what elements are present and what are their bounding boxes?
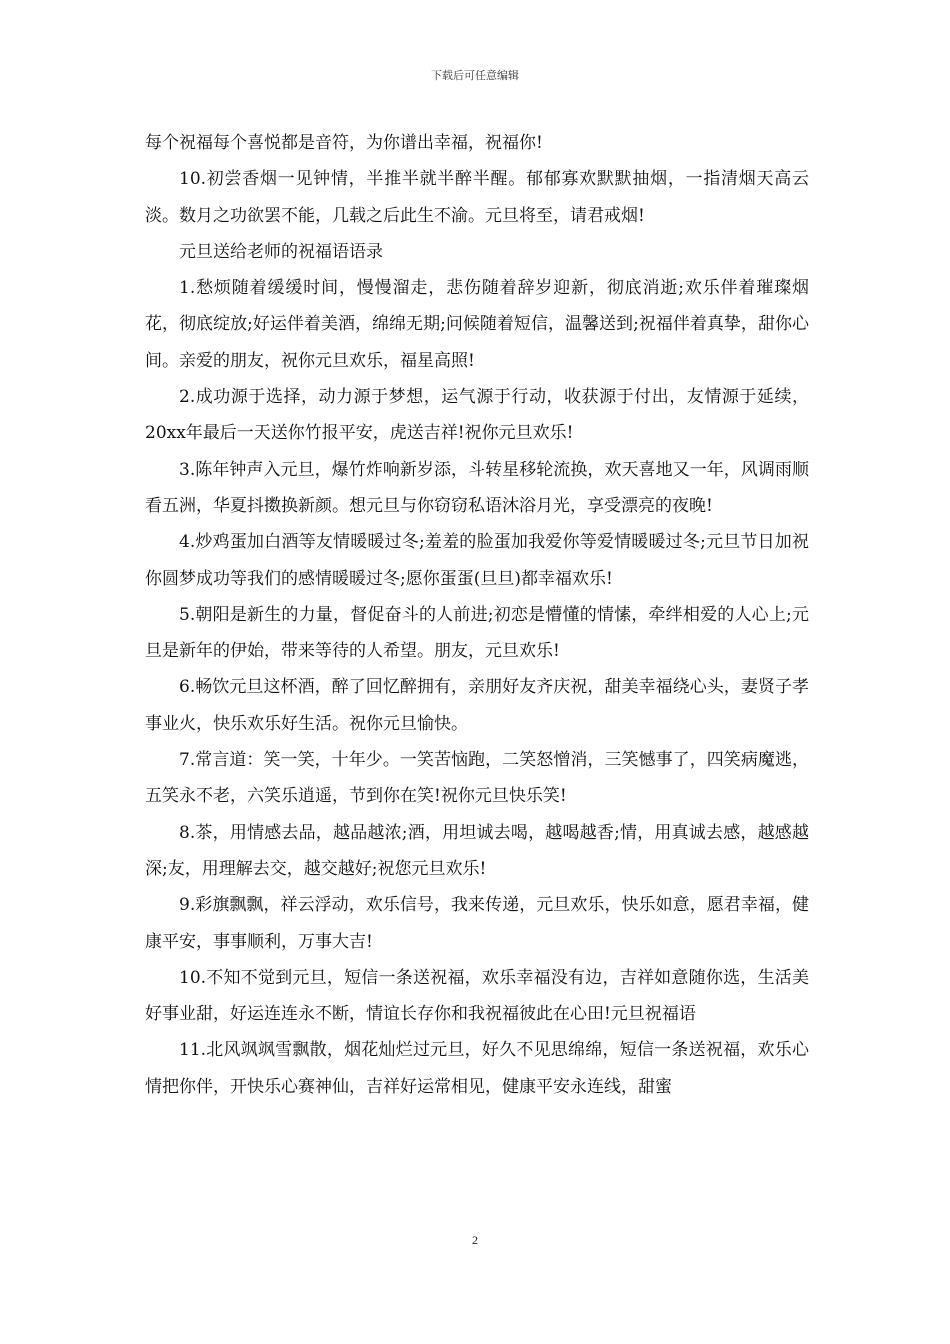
paragraph: 10.不知不觉到元旦，短信一条送祝福，欢乐幸福没有边，吉祥如意随你选，生活美好事业甜，好运连连永不断，情谊长存你和我祝福彼此在心田!元旦祝福语: [145, 967, 809, 1025]
paragraph: 4.炒鸡蛋加白酒等友情暖暖过冬;羞羞的脸蛋加我爱你等爱情暖暖过冬;元旦节日加祝你圆梦成功等我们的感情暖暖过冬;愿你蛋蛋(旦旦)都幸福欢乐!: [145, 532, 809, 589]
paragraph: 每个祝福每个喜悦都是音符，为你谱出幸福，祝福你!: [145, 133, 543, 153]
page-number: 2: [472, 1233, 478, 1247]
paragraph: 6.畅饮元旦这杯酒，醉了回忆醉拥有，亲朋好友齐庆祝，甜美幸福绕心头，妻贤子孝事业火，快乐欢乐好生活。祝你元旦愉快。: [145, 677, 809, 734]
page-header: 下载后可任意编辑: [431, 69, 519, 82]
paragraph: 3.陈年钟声入元旦，爆竹炸响新岁添，斗转星移轮流换，欢天喜地又一年，风调雨顺看五洲，华夏抖擞换新颜。想元旦与你窃窃私语沐浴月光，享受漂亮的夜晚!: [145, 459, 809, 516]
paragraph: 2.成功源于选择，动力源于梦想，运气源于行动，收获源于付出，友情源于延续，20xx年最后一天送你竹报平安，虎送吉祥!祝你元旦欢乐!: [145, 387, 809, 444]
paragraph: 8.茶，用情感去品，越品越浓;酒，用坦诚去喝，越喝越香;情，用真诚去感，越感越深;友，用理解去交，越交越好;祝您元旦欢乐!: [145, 822, 809, 879]
paragraph: 10.初尝香烟一见钟情，半推半就半醉半醒。郁郁寡欢默默抽烟，一指清烟天高云淡。数月之功欲罢不能，几载之后此生不渝。元旦将至，请君戒烟!: [145, 169, 809, 226]
document-body: [145, 125, 809, 1105]
paragraph: 9.彩旗飘飘，祥云浮动，欢乐信号，我来传递，元旦欢乐，快乐如意，愿君幸福，健康平安，事事顺利，万事大吉!: [145, 895, 809, 952]
paragraph: 11.北风飒飒雪飘散，烟花灿烂过元旦，好久不见思绵绵，短信一条送祝福，欢乐心情把你伴，开快乐心赛神仙，吉祥好运常相见，健康平安永连线，甜蜜: [145, 1040, 809, 1097]
section-heading: 元旦送给老师的祝福语语录: [179, 241, 383, 262]
paragraph: 7.常言道：笑一笑，十年少。一笑苦恼跑，二笑怒憎消，三笑憾事了，四笑病魔逃，五笑永不老，六笑乐逍遥，节到你在笑!祝你元旦快乐笑!: [145, 750, 809, 807]
paragraph: 5.朝阳是新生的力量，督促奋斗的人前进;初恋是懵懂的情愫，牵绊相爱的人心上;元旦是新年的伊始，带来等待的人希望。朋友，元旦欢乐!: [145, 604, 809, 662]
paragraph: 1.愁烦随着缓缓时间，慢慢溜走，悲伤随着辞岁迎新，彻底消逝;欢乐伴着璀璨烟花，彻底绽放;好运伴着美酒，绵绵无期;问候随着短信，温馨送到;祝福伴着真挚，甜你心间。亲爱的朋友，祝你元旦欢乐，福星高照!: [145, 278, 809, 371]
